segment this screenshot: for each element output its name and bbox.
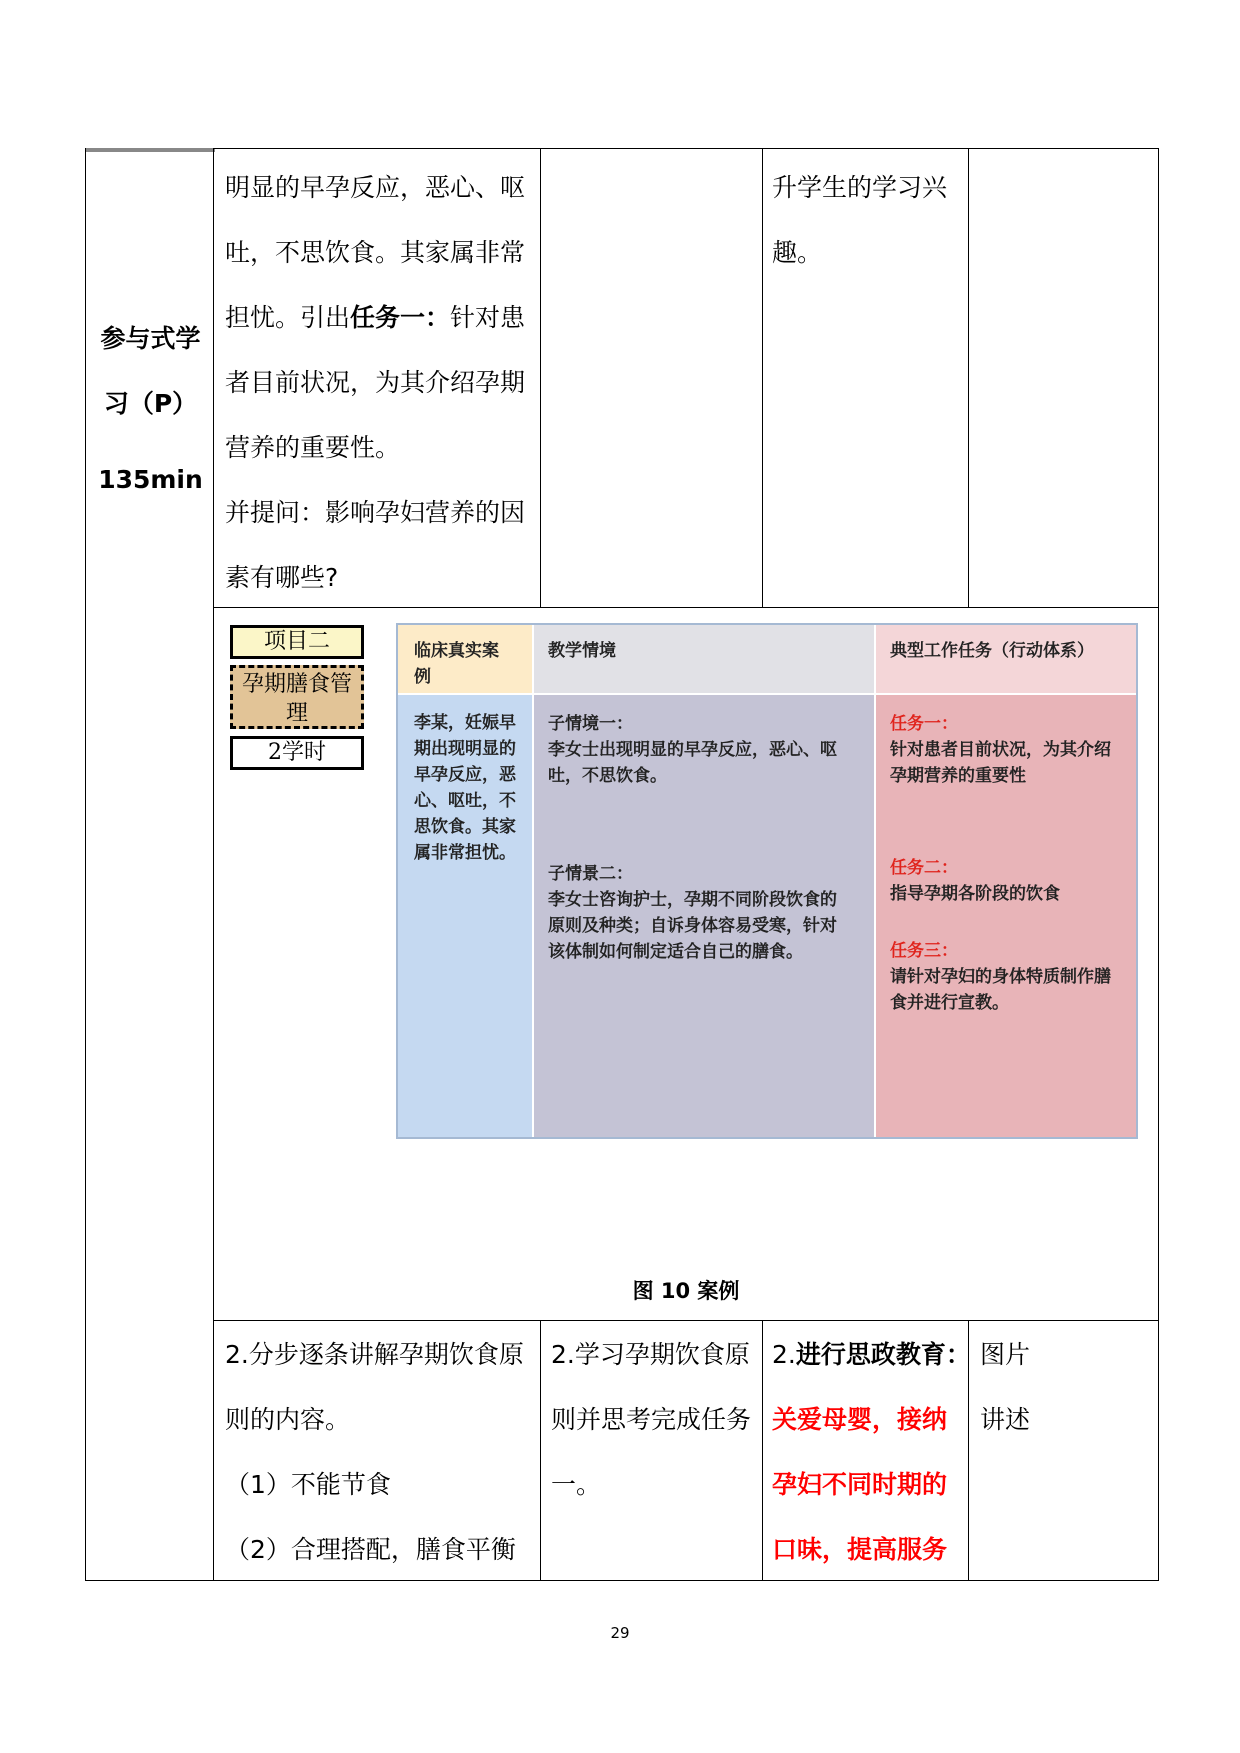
col1-header-text: 临床真实案例 xyxy=(414,641,499,687)
task2-body: 指导孕期各阶段的饮食 xyxy=(890,884,1060,904)
figure-caption: 图 10 案例 xyxy=(632,1279,740,1303)
project-label-box xyxy=(230,625,364,659)
col2-header-text: 教学情境 xyxy=(548,641,616,661)
task-one-label: 任务一： xyxy=(350,303,451,332)
course-label: 孕期膳食管理 xyxy=(241,672,352,726)
text-fragment: 担忧。引出 xyxy=(225,303,351,332)
col-divider-top-4 xyxy=(968,148,969,608)
top-col2-line: 素有哪些? xyxy=(225,563,339,592)
task3-body: 请针对孕妇的身体特质制作膳食并进行宣教。 xyxy=(890,967,1111,1013)
bottom-col3-line: 2.学习孕期饮食原 xyxy=(551,1340,750,1369)
top-col2-line: 吐，不思饮食。其家属非常 xyxy=(225,238,526,267)
case-figure xyxy=(214,608,1158,1320)
page-number: 29 xyxy=(610,1624,630,1642)
bottom-col5-line: 讲述 xyxy=(980,1405,1031,1434)
col1-body-text: 李某，妊娠早期出现明显的早孕反应，恶心、呕吐，不思饮食。其家属非常担忧。 xyxy=(414,713,516,863)
col-divider-bottom-2 xyxy=(540,1320,541,1581)
table-right-border xyxy=(1158,148,1159,1581)
section-label-line3: 135min xyxy=(98,465,203,494)
bottom-col3-line: 一。 xyxy=(551,1470,602,1499)
course-label-box xyxy=(230,665,364,729)
task1-title: 任务一： xyxy=(890,714,958,734)
col3-header-text: 典型工作任务（行动体系） xyxy=(890,641,1094,661)
sub-scene2-title: 子情景二： xyxy=(548,864,633,884)
top-col4-line: 趣。 xyxy=(772,238,823,267)
bottom-col2-line: （1）不能节食 xyxy=(225,1470,391,1499)
table-top-border xyxy=(213,148,1159,149)
sub-scene2-body: 李女士咨询护士，孕期不同阶段饮食的原则及种类；自诉身体容易受寒，针对该体制如何制定适合自己的膳食。 xyxy=(548,890,837,962)
bottom-col2-line: （2）合理搭配，膳食平衡 xyxy=(225,1535,516,1564)
project-label: 项目二 xyxy=(263,629,330,654)
bottom-col4-red-line: 关爱母婴，接纳 xyxy=(772,1405,948,1434)
task1-body: 针对患者目前状况，为其介绍孕期营养的重要性 xyxy=(890,740,1111,786)
top-col2-line: 明显的早孕反应，恶心、呕 xyxy=(225,173,526,202)
bottom-col4-red-line: 口味，提高服务 xyxy=(772,1535,948,1564)
task3-title: 任务三： xyxy=(890,941,958,961)
top-col2-line: 营养的重要性。 xyxy=(225,433,401,462)
hours-label: 2学时 xyxy=(268,740,326,765)
task2-title: 任务二： xyxy=(890,858,958,878)
text-fragment: 针对患 xyxy=(450,303,526,332)
col-divider-top-2 xyxy=(540,148,541,608)
bottom-col4-red-line: 孕妇不同时期的 xyxy=(772,1470,948,1499)
table-left-border xyxy=(85,148,86,1581)
top-col2-line: 者目前状况，为其介绍孕期 xyxy=(225,368,526,397)
section-label-line1: 参与式学 xyxy=(100,324,201,353)
top-col2-line-task xyxy=(225,285,525,350)
top-col4-line: 升学生的学习兴 xyxy=(772,173,948,202)
bottom-col5-line: 图片 xyxy=(980,1340,1031,1369)
text-fragment: 2. xyxy=(772,1340,796,1369)
section-label-line2: 习（P） xyxy=(103,389,198,418)
top-col2-line: 并提问：影响孕妇营养的因 xyxy=(225,498,526,527)
bottom-col2-line: 2.分步逐条讲解孕期饮食原 xyxy=(225,1340,524,1369)
col-divider-bottom-3 xyxy=(762,1320,763,1581)
col-divider-top-3 xyxy=(762,148,763,608)
table-top-border-left xyxy=(85,148,215,152)
ideology-education-label: 进行思政教育： xyxy=(795,1340,971,1369)
bottom-col4-line1 xyxy=(772,1322,971,1387)
row-divider-2 xyxy=(213,1320,1159,1321)
sub-scene1-body: 李女士出现明显的早孕反应，恶心、呕吐，不思饮食。 xyxy=(548,740,837,786)
bottom-col3-line: 则并思考完成任务 xyxy=(551,1405,752,1434)
sub-scene1-title: 子情境一： xyxy=(548,714,633,734)
bottom-col2-line: 则的内容。 xyxy=(225,1405,351,1434)
hours-label-box xyxy=(230,736,364,770)
